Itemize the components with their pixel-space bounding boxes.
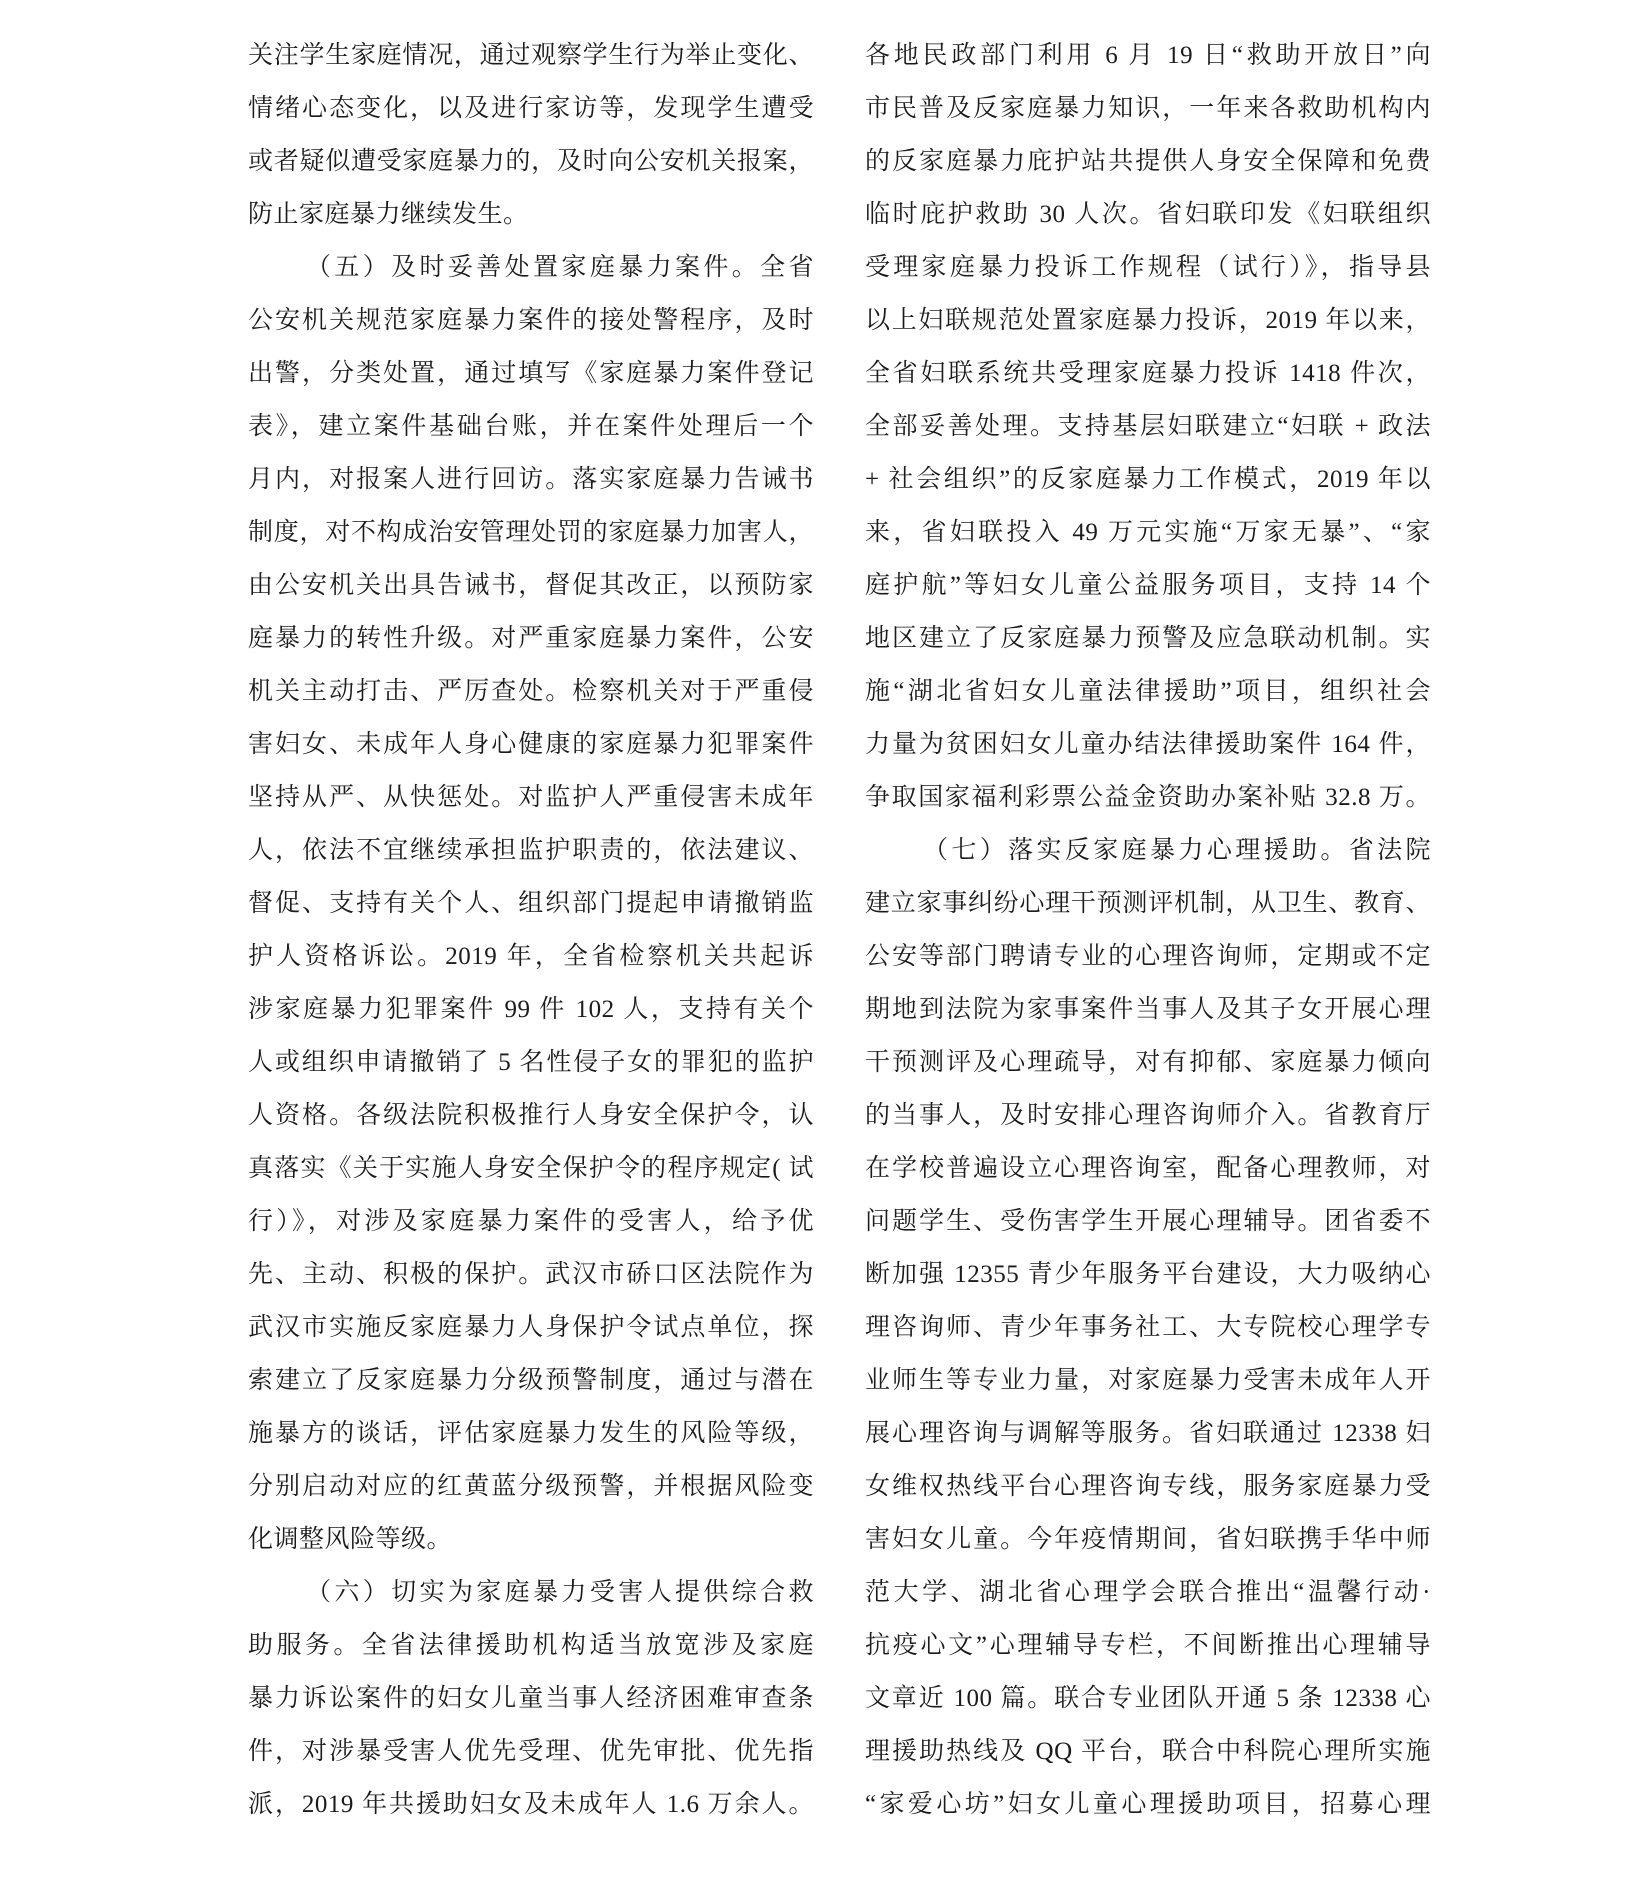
text-line: 来，省妇联投入 49 万元实施“万家无暴”、“家 [865,519,1431,546]
text-line: 防止家庭暴力继续发生。 [248,201,529,228]
text-line: 受理家庭暴力投诉工作规程（试行）》，指导县 [865,254,1431,281]
text-line: 庭暴力的转性升级。对严重家庭暴力案件，公安 [248,625,814,652]
text-line: 建立家事纠纷心理干预测评机制，从卫生、教育、 [865,890,1431,917]
text-line: 暴力诉讼案件的妇女儿童当事人经济困难审查条 [248,1685,814,1712]
text-line: 人资格。各级法院积极推行人身安全保护令，认 [248,1102,814,1129]
text-line: 以上妇联规范处置家庭暴力投诉，2019 年以来， [865,307,1431,334]
text-line: 展心理咨询与调解等服务。省妇联通过 12338 妇 [865,1420,1431,1447]
text-line: 分别启动对应的红黄蓝分级预警，并根据风险变 [248,1473,814,1500]
text-line: 出警，分类处置，通过填写《家庭暴力案件登记 [248,360,814,387]
text-line: （七）落实反家庭暴力心理援助。省法院 [923,837,1431,864]
text-line: 件，对涉暴受害人优先受理、优先审批、优先指 [248,1738,814,1765]
text-line: 的反家庭暴力庇护站共提供人身安全保障和免费 [865,148,1431,175]
text-line: 各地民政部门利用 6 月 19 日“救助开放日”向 [865,42,1431,69]
text-line: 市民普及反家庭暴力知识，一年来各救助机构内 [865,95,1431,122]
text-line: 在学校普遍设立心理咨询室，配备心理教师，对 [865,1155,1431,1182]
text-line: 公安等部门聘请专业的心理咨询师，定期或不定 [865,943,1431,970]
text-column-right [865,29,1431,1831]
text-line: 武汉市实施反家庭暴力人身保护令试点单位，探 [248,1314,814,1341]
text-line: 涉家庭暴力犯罪案件 99 件 102 人，支持有关个 [248,996,814,1023]
text-line: 全部妥善处理。支持基层妇联建立“妇联 + 政法 [865,413,1431,440]
text-line: 督促、支持有关个人、组织部门提起申请撤销监 [248,890,814,917]
text-line: 争取国家福利彩票公益金资助办案补贴 32.8 万。 [865,784,1431,811]
text-line: 人或组织申请撤销了 5 名性侵子女的罪犯的监护 [248,1049,814,1076]
text-line: 行）》，对涉及家庭暴力案件的受害人，给予优 [248,1208,814,1235]
text-line: 文章近 100 篇。联合专业团队开通 5 条 12338 心 [865,1685,1431,1712]
text-line: 的当事人，及时安排心理咨询师介入。省教育厅 [865,1102,1431,1129]
text-line: 女维权热线平台心理咨询专线，服务家庭暴力受 [865,1473,1431,1500]
text-line: 问题学生、受伤害学生开展心理辅导。团省委不 [865,1208,1431,1235]
text-line: 护人资格诉讼。2019 年，全省检察机关共起诉 [248,943,814,970]
text-line: 或者疑似遭受家庭暴力的，及时向公安机关报案， [248,148,814,175]
text-line: 表》，建立案件基础台账，并在案件处理后一个 [248,413,814,440]
text-line: 真落实《关于实施人身安全保护令的程序规定( 试 [248,1155,814,1182]
text-line: 派，2019 年共援助妇女及未成年人 1.6 万余人。 [248,1791,814,1818]
text-line: 理援助热线及 QQ 平台，联合中科院心理所实施 [865,1738,1431,1765]
text-line: （六）切实为家庭暴力受害人提供综合救 [306,1579,814,1606]
text-line: 人，依法不宜继续承担监护职责的，依法建议、 [248,837,814,864]
text-line: 力量为贫困妇女儿童办结法律援助案件 164 件， [865,731,1431,758]
text-line: 制度，对不构成治安管理处罚的家庭暴力加害人， [248,519,814,546]
text-column-left [248,29,814,1831]
text-line: 助服务。全省法律援助机构适当放宽涉及家庭 [248,1632,814,1659]
text-line: 化调整风险等级。 [248,1526,453,1553]
text-line: 全省妇联系统共受理家庭暴力投诉 1418 件次， [865,360,1431,387]
text-line: 期地到法院为家事案件当事人及其子女开展心理 [865,996,1431,1023]
text-line: 月内，对报案人进行回访。落实家庭暴力告诫书 [248,466,814,493]
text-line: 害妇女、未成年人身心健康的家庭暴力犯罪案件 [248,731,814,758]
text-line: 害妇女儿童。今年疫情期间，省妇联携手华中师 [865,1526,1431,1553]
text-line: 公安机关规范家庭暴力案件的接处警程序，及时 [248,307,814,334]
text-line: 索建立了反家庭暴力分级预警制度，通过与潜在 [248,1367,814,1394]
text-line: 业师生等专业力量，对家庭暴力受害未成年人开 [865,1367,1431,1394]
text-line: 庭护航”等妇女儿童公益服务项目，支持 14 个 [865,572,1431,599]
text-line: 抗疫心文”心理辅导专栏，不间断推出心理辅导 [865,1632,1431,1659]
text-line: 地区建立了反家庭暴力预警及应急联动机制。实 [865,625,1431,652]
text-line: “家爱心坊”妇女儿童心理援助项目，招募心理 [865,1791,1431,1818]
text-line: 先、主动、积极的保护。武汉市硚口区法院作为 [248,1261,814,1288]
text-line: （五）及时妥善处置家庭暴力案件。全省 [306,254,814,281]
text-line: 范大学、湖北省心理学会联合推出“温馨行动· [865,1579,1431,1606]
text-line: 施暴方的谈话，评估家庭暴力发生的风险等级， [248,1420,814,1447]
text-line: 关注学生家庭情况，通过观察学生行为举止变化、 [248,42,814,69]
text-line: + 社会组织”的反家庭暴力工作模式，2019 年以 [865,466,1431,493]
text-line: 机关主动打击、严厉查处。检察机关对于严重侵 [248,678,814,705]
text-line: 断加强 12355 青少年服务平台建设，大力吸纳心 [865,1261,1431,1288]
text-line: 理咨询师、青少年事务社工、大专院校心理学专 [865,1314,1431,1341]
text-line: 坚持从严、从快惩处。对监护人严重侵害未成年 [248,784,814,811]
text-line: 临时庇护救助 30 人次。省妇联印发《妇联组织 [865,201,1431,228]
text-line: 干预测评及心理疏导，对有抑郁、家庭暴力倾向 [865,1049,1431,1076]
text-line: 情绪心态变化，以及进行家访等，发现学生遭受 [248,95,814,122]
text-line: 由公安机关出具告诫书，督促其改正，以预防家 [248,572,814,599]
text-line: 施“湖北省妇女儿童法律援助”项目，组织社会 [865,678,1431,705]
